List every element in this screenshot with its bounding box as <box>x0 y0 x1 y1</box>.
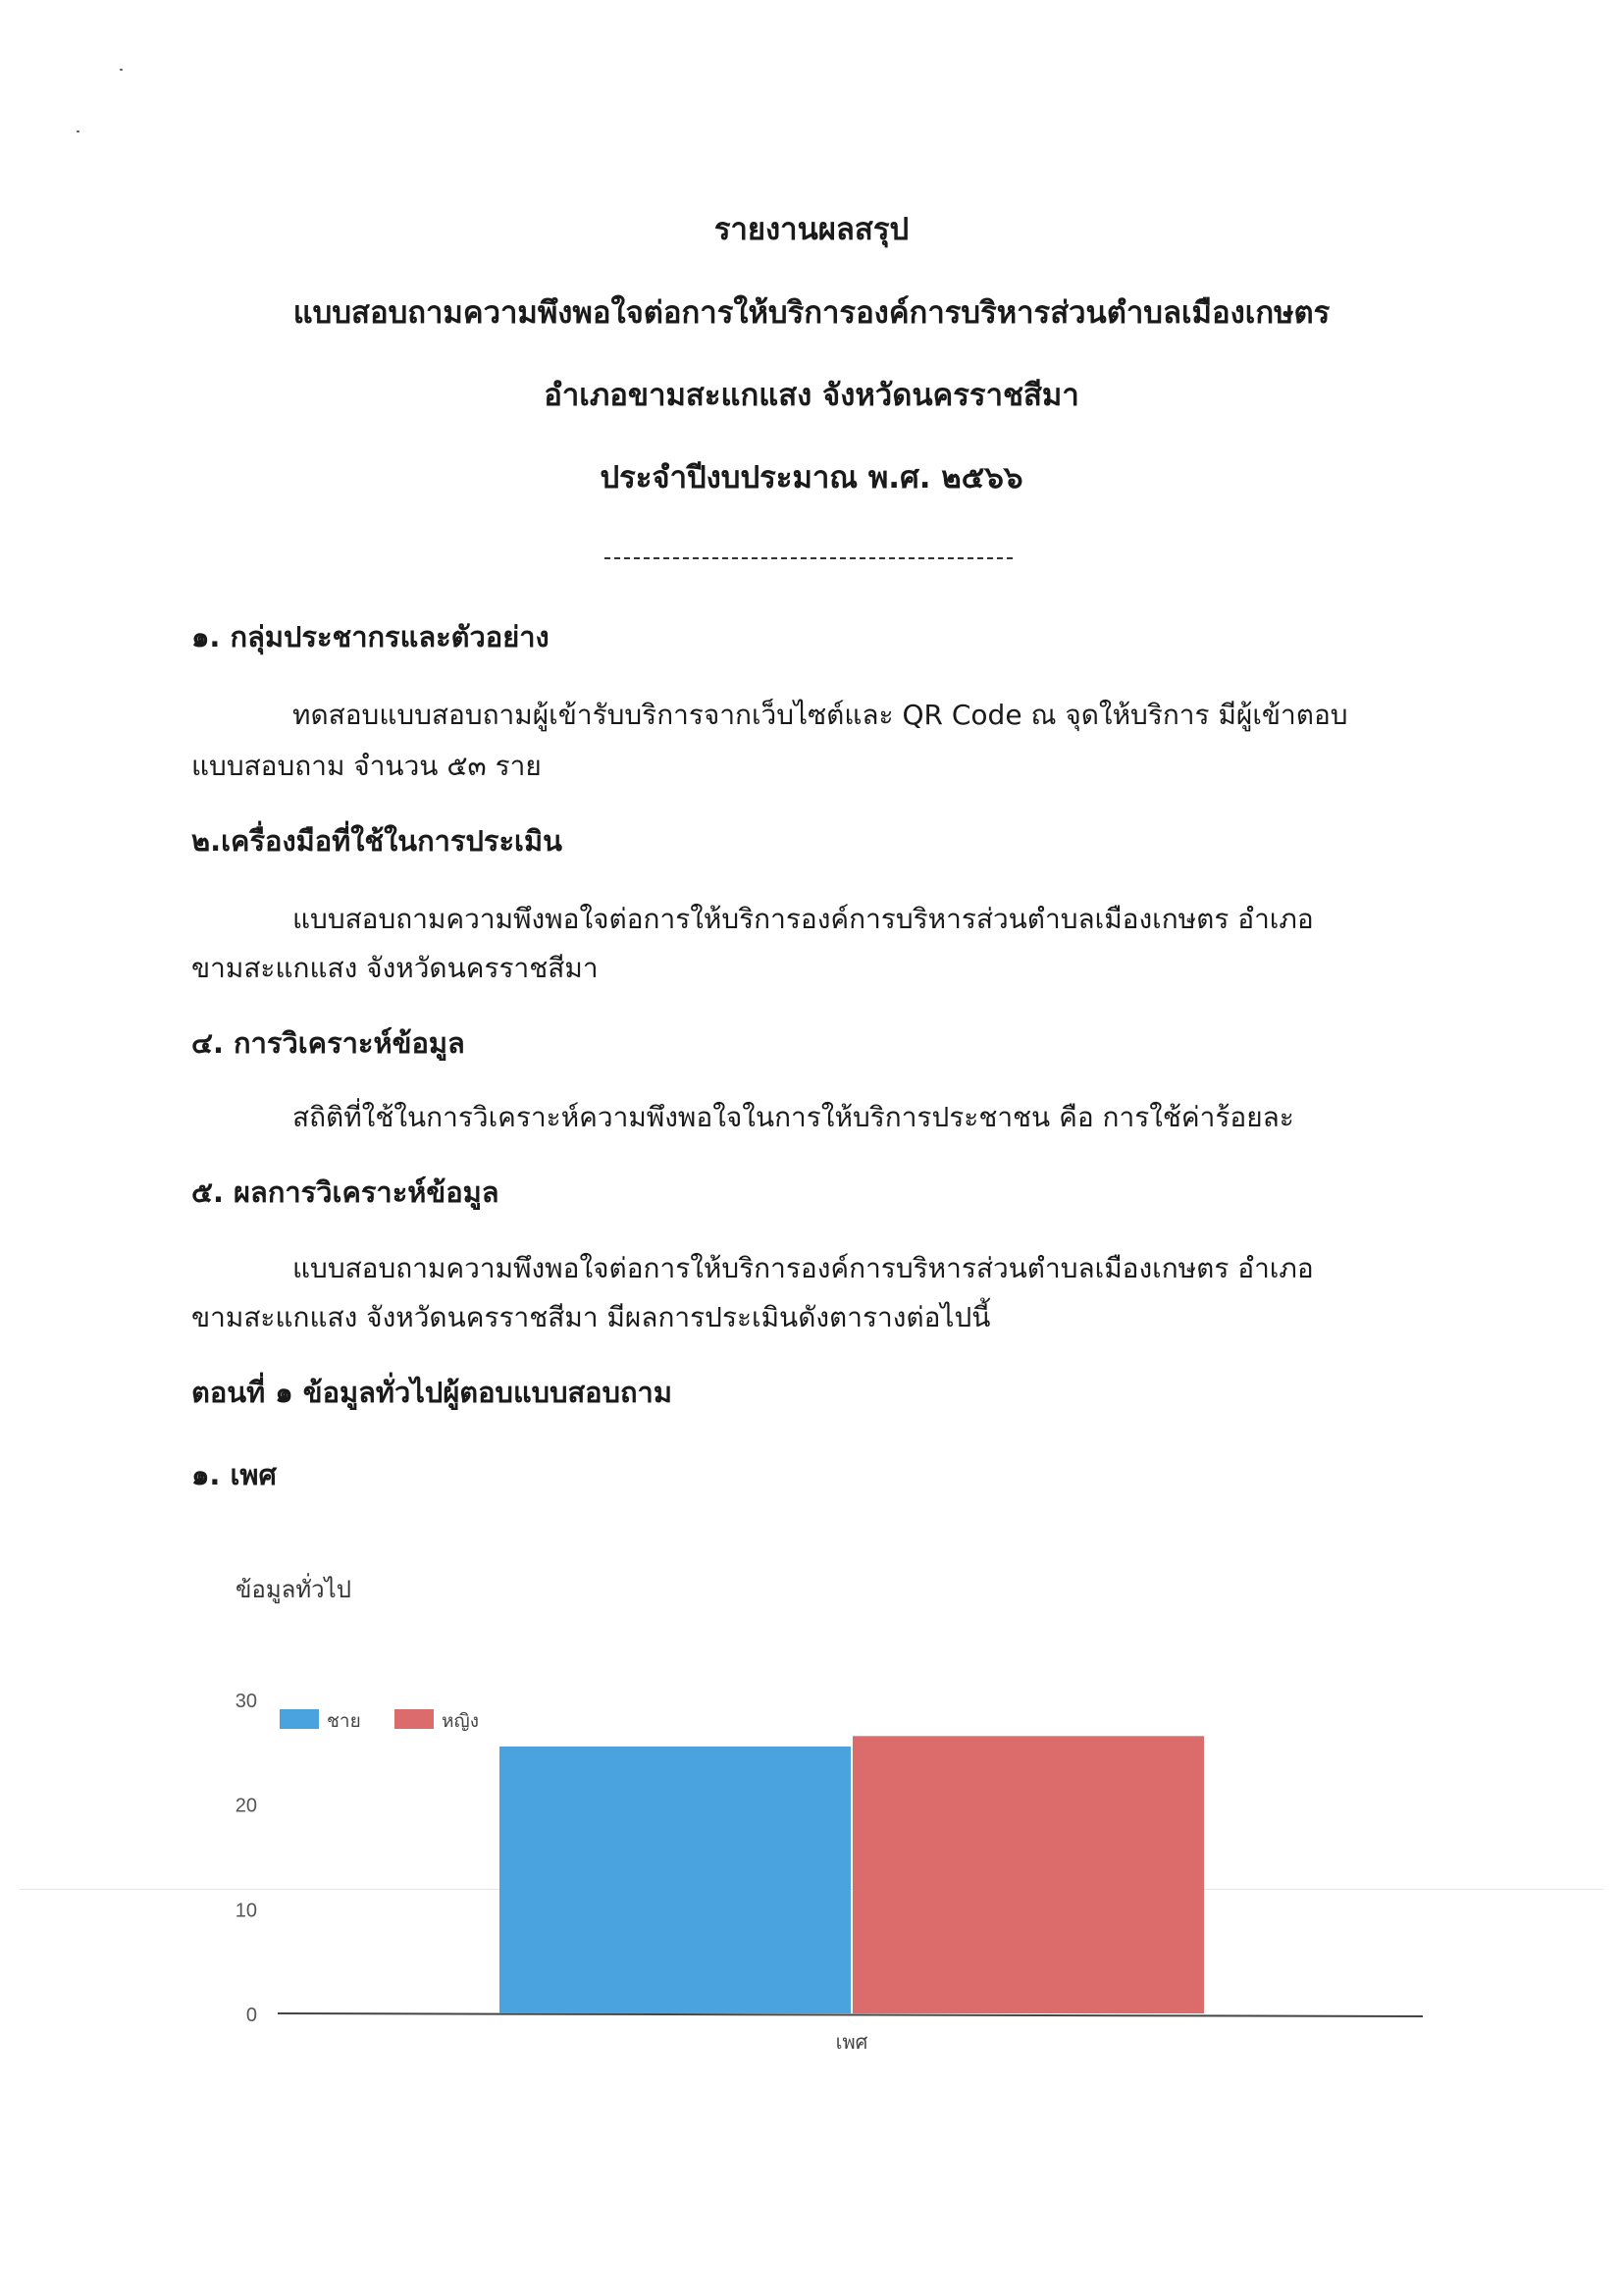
legend-swatch <box>394 1709 434 1729</box>
x-category-label: เพศ <box>835 2030 868 2054</box>
bar-female <box>853 1736 1204 2013</box>
y-tick-label: 0 <box>245 2005 257 2026</box>
section-5-heading: ๕. ผลการวิเคราะห์ข้อมูล <box>191 1175 499 1209</box>
section-1-text-line2: แบบสอบถาม จำนวน ๕๓ ราย <box>191 750 542 782</box>
section-2-heading: ๒.เครื่องมือที่ใช้ในการประเมิน <box>191 824 562 858</box>
section-5-text-line2: ขามสะแกแสง จังหวัดนครราชสีมา มีผลการประเมินดังตารางต่อไปนี้ <box>191 1301 991 1333</box>
section-1-heading: ๑. กลุ่มประชากรและตัวอย่าง <box>191 620 550 653</box>
legend-swatch <box>280 1709 319 1729</box>
section-1-text-line1: ทดสอบแบบสอบถามผู้เข้ารับบริการจากเว็บไซต์และ QR Code ณ จุดให้บริการ มีผู้เข้าตอบ <box>292 699 1348 731</box>
legend-label: ชาย <box>327 1710 361 1732</box>
report-fiscal-year: ประจำปีงบประมาณ พ.ศ. ๒๕๖๖ <box>600 460 1023 496</box>
y-tick-label: 20 <box>235 1795 257 1817</box>
y-tick-label: 30 <box>235 1691 257 1712</box>
report-subtitle: แบบสอบถามความพึงพอใจต่อการให้บริการองค์การบริหารส่วนตำบลเมืองเกษตร <box>292 295 1331 331</box>
section-5-text-line1: แบบสอบถามความพึงพอใจต่อการให้บริการองค์การบริหารส่วนตำบลเมืองเกษตร อำเภอ <box>292 1252 1314 1284</box>
section-4-heading: ๔. การวิเคราะห์ข้อมูล <box>191 1026 465 1060</box>
section-2-text-line2: ขามสะแกแสง จังหวัดนครราชสีมา <box>191 952 599 984</box>
report-title: รายงานผลสรุป <box>713 212 910 247</box>
x-axis-line <box>278 2013 1423 2016</box>
y-tick-label: 10 <box>235 1900 257 1922</box>
section-2-text-line1: แบบสอบถามความพึงพอใจต่อการให้บริการองค์การบริหารส่วนตำบลเมืองเกษตร อำเภอ <box>292 903 1314 935</box>
chart-title: ข้อมูลทั่วไป <box>236 1576 351 1603</box>
section-4-text-line1: สถิติที่ใช้ในการวิเคราะห์ความพึงพอใจในการให้บริการประชาชน คือ การใช้ค่าร้อยละ <box>292 1101 1294 1133</box>
subsection-gender-heading: ๑. เพศ <box>191 1458 277 1491</box>
bar-male <box>499 1747 851 2013</box>
report-location: อำเภอขามสะแกแสง จังหวัดนครราชสีมา <box>544 378 1079 413</box>
legend-label: หญิง <box>442 1710 479 1732</box>
part-1-heading: ตอนที่ ๑ ข้อมูลทั่วไปผู้ตอบแบบสอบถาม <box>191 1376 672 1409</box>
